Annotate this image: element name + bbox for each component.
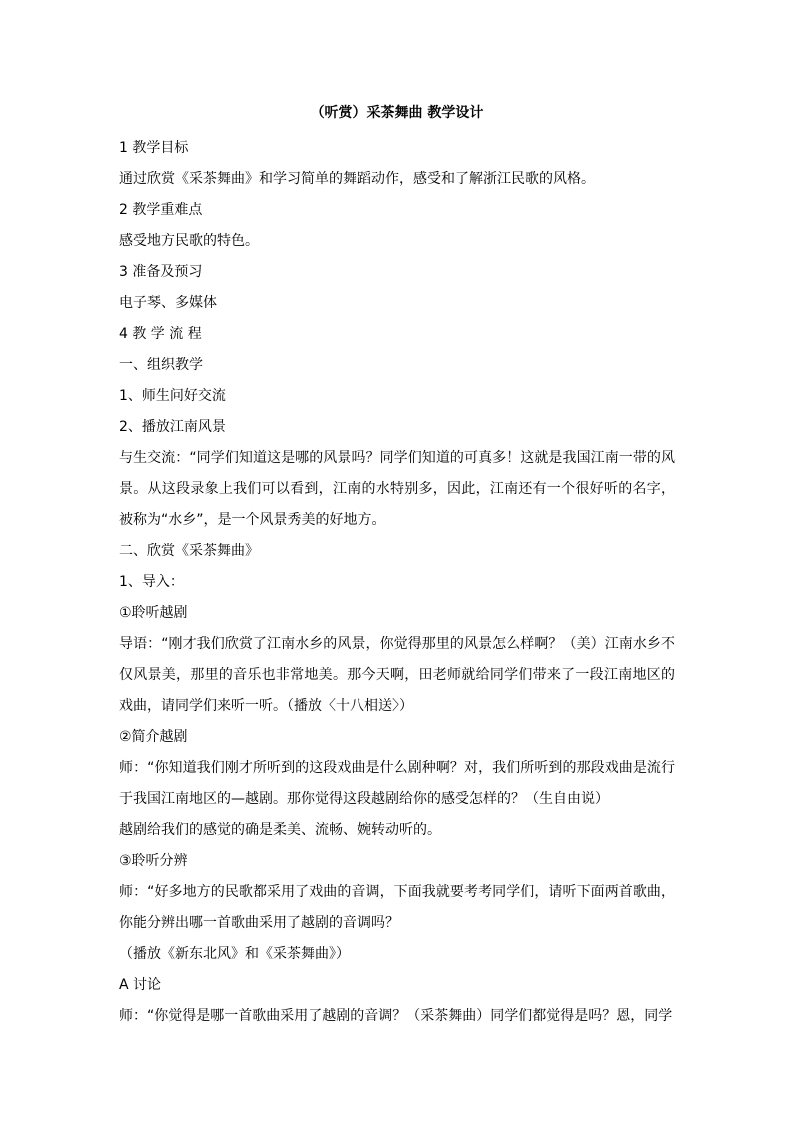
- paragraph: 通过欣赏《采茶舞曲》和学习简单的舞蹈动作，感受和了解浙江民歌的风格。: [119, 171, 595, 187]
- section-heading: 2 教学重难点: [119, 202, 203, 218]
- subsection-heading: 一、组织教学: [119, 357, 203, 373]
- paragraph: （播放《新东北风》和《采茶舞曲》）: [119, 946, 350, 962]
- list-item: ③聆听分辨: [119, 853, 188, 869]
- paragraph: 师：“你觉得是哪一首歌曲采用了越剧的音调？（采茶舞曲）同学们都觉得是吗？恩，同学: [119, 1008, 673, 1024]
- section-heading: 3 准备及预习: [119, 264, 203, 280]
- list-item: 1、导入：: [119, 574, 184, 590]
- list-item: A 讨论: [119, 977, 162, 993]
- paragraph: 电子琴、多媒体: [119, 295, 217, 311]
- paragraph: 导语：“刚才我们欣赏了江南水乡的风景，你觉得那里的风景怎么样啊？（美）江南水乡不仅风景美，那里的音乐也非常地美。那今天啊，田老师就给同学们带来了一段江南地区的戏曲，请同学们来听一听。（播放〈十八相送〉）: [119, 636, 675, 714]
- section-heading: 4 教 学 流 程: [119, 326, 202, 342]
- list-item: ①聆听越剧: [119, 605, 188, 621]
- paragraph: 师：“你知道我们刚才所听到的这段戏曲是什么剧种啊？对，我们所听到的那段戏曲是流行于我国江南地区的—越剧。那你觉得这段越剧给你的感受怎样的？（生自由说）: [119, 760, 675, 807]
- paragraph: 越剧给我们的感觉的确是柔美、流畅、婉转动听的。: [119, 822, 441, 838]
- paragraph: 师：“好多地方的民歌都采用了戏曲的音调，下面我就要考考同学们，请听下面两首歌曲，你能分辨出哪一首歌曲采用了越剧的音调吗？: [119, 884, 675, 931]
- section-heading: 1 教学目标: [119, 140, 189, 156]
- paragraph: 与生交流：“同学们知道这是哪的风景吗？同学们知道的可真多！这就是我国江南一带的风景。从这段录象上我们可以看到，江南的水特别多，因此，江南还有一个很好听的名字，被称为“水乡”，是一个风景秀美的好地方。: [119, 450, 675, 528]
- paragraph: 感受地方民歌的特色。: [119, 233, 259, 249]
- subsection-heading: 二、欣赏《采茶舞曲》: [119, 543, 259, 559]
- document-body: [119, 133, 675, 1032]
- list-item: 1、师生问好交流: [119, 388, 226, 404]
- list-item: ②简介越剧: [119, 729, 188, 745]
- list-item: 2、播放江南风景: [119, 419, 226, 435]
- document-title: （听赏）采茶舞曲 教学设计: [310, 105, 484, 121]
